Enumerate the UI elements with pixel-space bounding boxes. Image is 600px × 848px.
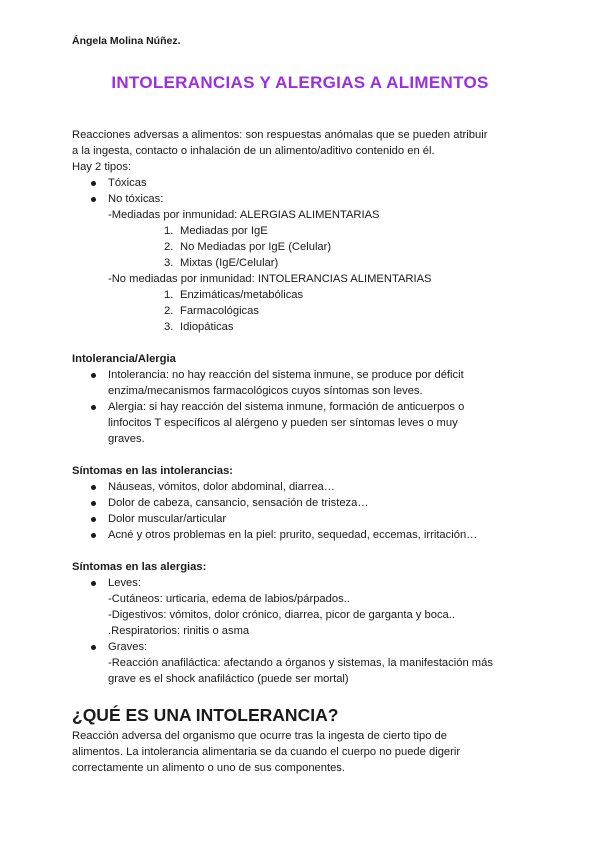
numbered-item: 1. Mediadas por IgE: [164, 225, 268, 237]
symptom-line: grave es el shock anafiláctico (puede ser mortal): [108, 673, 349, 685]
section-heading-large: ¿QUÉ ES UNA INTOLERANCIA?: [72, 705, 339, 725]
intro-line: Reacciones adversas a alimentos: son respuestas anómalas que se pueden atribuir: [72, 129, 488, 141]
section-heading: Intolerancia/Alergia: [72, 353, 176, 365]
bullet-item: Tóxicas: [72, 175, 532, 191]
bullet-item: Dolor muscular/articular: [72, 511, 532, 527]
numbered-item: 2. Farmacológicas: [164, 305, 259, 317]
paragraph-line: correctamente un alimento o uno de sus componentes.: [72, 762, 346, 774]
section-heading: Síntomas en las alergias:: [72, 561, 207, 573]
symptom-line: .Respiratorios: rinitis o asma: [108, 625, 250, 637]
symptom-line: -Digestivos: vómitos, dolor crónico, diarrea, picor de garganta y boca..: [108, 609, 455, 621]
symptom-line: -Reacción anafiláctica: afectando a órganos y sistemas, la manifestación más: [108, 657, 493, 669]
bullet-item: No tóxicas:: [72, 191, 532, 207]
symptom-line: -Cutáneos: urticaria, edema de labios/párpados..: [108, 593, 350, 605]
numbered-item: 3. Idiopáticas: [164, 321, 234, 333]
author-name: Ángela Molina Núñez.: [72, 35, 181, 47]
intro-line: Hay 2 tipos:: [72, 161, 132, 173]
paragraph-line: Reacción adversa del organismo que ocurre tras la ingesta de cierto tipo de: [72, 730, 447, 742]
sub-label: -Mediadas por inmunidad: ALERGIAS ALIMENTARIAS: [108, 209, 380, 221]
document-body: [72, 127, 532, 776]
sub-label: -No mediadas por inmunidad: INTOLERANCIAS ALIMENTARIAS: [108, 273, 432, 285]
intro-line: a la ingesta, contacto o inhalación de un alimento/aditivo contenido en él.: [72, 145, 435, 157]
bullet-item: Alergia: si hay reacción del sistema inmune, formación de anticuerpos o linfocitos T específicos al alérgeno y pueden ser síntomas leves o muy graves.: [72, 399, 532, 447]
numbered-item: 2. No Mediadas por IgE (Celular): [164, 241, 332, 253]
numbered-item: 3. Mixtas (IgE/Celular): [164, 257, 279, 269]
bullet-item: Intolerancia: no hay reacción del sistema inmune, se produce por déficit enzima/mecanismos farmacológicos cuyos síntomas son leves.: [72, 367, 532, 399]
bullet-item: Graves:: [72, 639, 532, 655]
bullet-item: Náuseas, vómitos, dolor abdominal, diarrea…: [72, 479, 532, 495]
document-title: INTOLERANCIAS Y ALERGIAS A ALIMENTOS: [111, 73, 489, 92]
numbered-item: 1. Enzimáticas/metabólicas: [164, 289, 304, 301]
section-heading: Síntomas en las intolerancias:: [72, 465, 234, 477]
bullet-item: Acné y otros problemas en la piel: prurito, sequedad, eccemas, irritación…: [72, 527, 532, 543]
paragraph-line: alimentos. La intolerancia alimentaria se da cuando el cuerpo no puede digerir: [72, 746, 461, 758]
bullet-item: Dolor de cabeza, cansancio, sensación de tristeza…: [72, 495, 532, 511]
bullet-item: Leves:: [72, 575, 532, 591]
